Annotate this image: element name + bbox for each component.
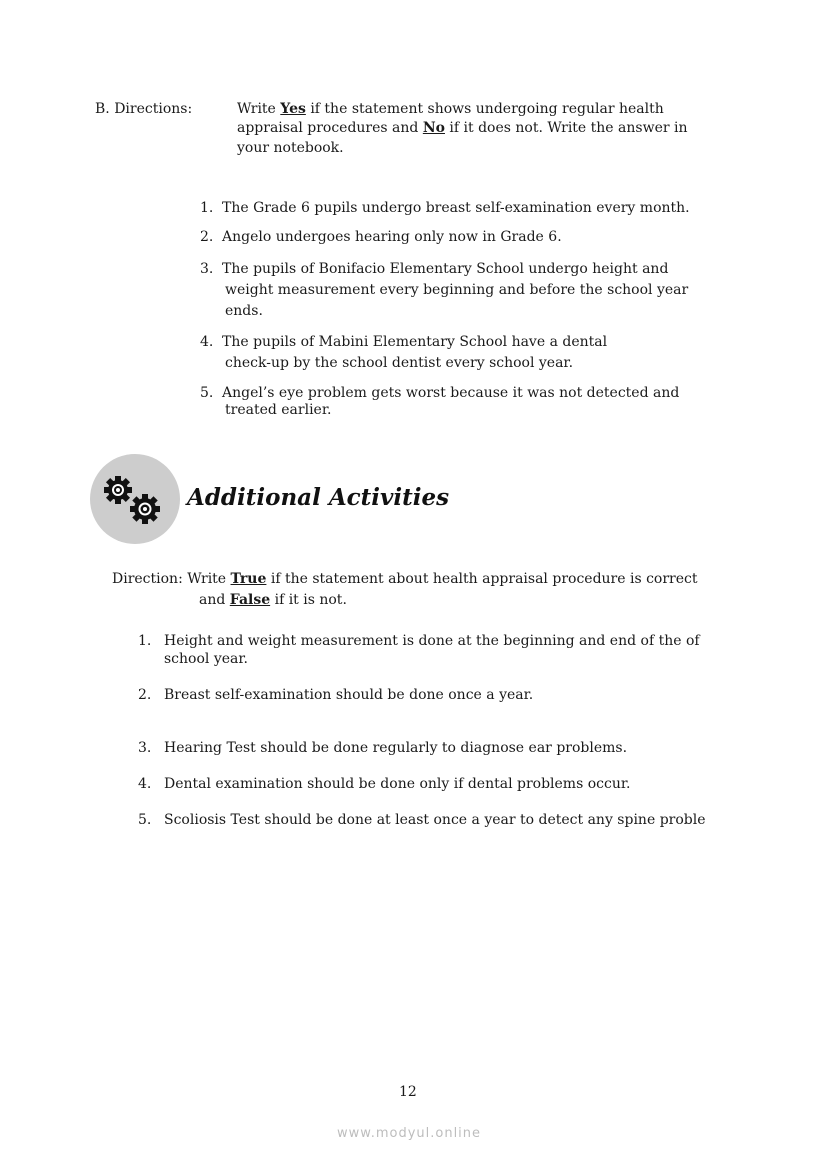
list-item-number: 3. bbox=[138, 740, 152, 756]
true-keyword: True bbox=[230, 571, 267, 587]
list-item-text: Dental examination should be done only if dental problems occur. bbox=[164, 776, 631, 792]
list-item-text: weight measurement every beginning and before the school year bbox=[225, 282, 689, 298]
list-item-text: Angel’s eye problem gets worst because it was not detected and bbox=[222, 385, 680, 401]
list-item-number: 5. bbox=[138, 812, 152, 828]
false-keyword: False bbox=[229, 592, 271, 608]
list-item-number: 3. bbox=[200, 261, 214, 277]
list-item-text: The Grade 6 pupils undergo breast self-examination every month. bbox=[222, 200, 690, 216]
list-item-text: The pupils of Bonifacio Elementary School undergo height and bbox=[222, 261, 669, 277]
list-item-number: 4. bbox=[138, 776, 152, 792]
section-title: Additional Activities bbox=[187, 484, 450, 511]
directions-line-1: Write Yes if the statement shows undergoing regular health bbox=[237, 101, 664, 117]
directions-line-2: appraisal procedures and No if it does not. Write the answer in bbox=[237, 120, 688, 136]
directions-label: B. Directions: bbox=[95, 101, 193, 117]
direction-line-1: Direction: Write True if the statement about health appraisal procedure is correct bbox=[112, 571, 698, 587]
page-number: 12 bbox=[399, 1084, 417, 1100]
no-keyword: No bbox=[422, 120, 445, 136]
directions-line-3: your notebook. bbox=[237, 140, 344, 156]
list-item-number: 4. bbox=[200, 334, 214, 350]
list-item-text: Height and weight measurement is done at the beginning and end of the of bbox=[164, 633, 700, 649]
list-item-text: treated earlier. bbox=[225, 402, 332, 418]
list-item-text: school year. bbox=[164, 651, 248, 667]
watermark: www.modyul.online bbox=[337, 1126, 482, 1141]
list-item-text: The pupils of Mabini Elementary School have a dental bbox=[222, 334, 608, 350]
gears-icon bbox=[90, 454, 180, 544]
list-item-number: 5. bbox=[200, 385, 214, 401]
list-item-text: Breast self-examination should be done once a year. bbox=[164, 687, 534, 703]
list-item-number: 1. bbox=[200, 200, 214, 216]
yes-keyword: Yes bbox=[280, 101, 306, 117]
direction-line-2: and False if it is not. bbox=[199, 592, 347, 608]
list-item-number: 1. bbox=[138, 633, 152, 649]
list-item-text: ends. bbox=[225, 303, 263, 319]
list-item-number: 2. bbox=[138, 687, 152, 703]
list-item-text: Angelo undergoes hearing only now in Grade 6. bbox=[222, 229, 562, 245]
list-item-text: Hearing Test should be done regularly to diagnose ear problems. bbox=[164, 740, 628, 756]
list-item-text: check-up by the school dentist every school year. bbox=[225, 355, 574, 371]
list-item-text: Scoliosis Test should be done at least once a year to detect any spine proble bbox=[164, 812, 706, 828]
list-item-number: 2. bbox=[200, 229, 214, 245]
